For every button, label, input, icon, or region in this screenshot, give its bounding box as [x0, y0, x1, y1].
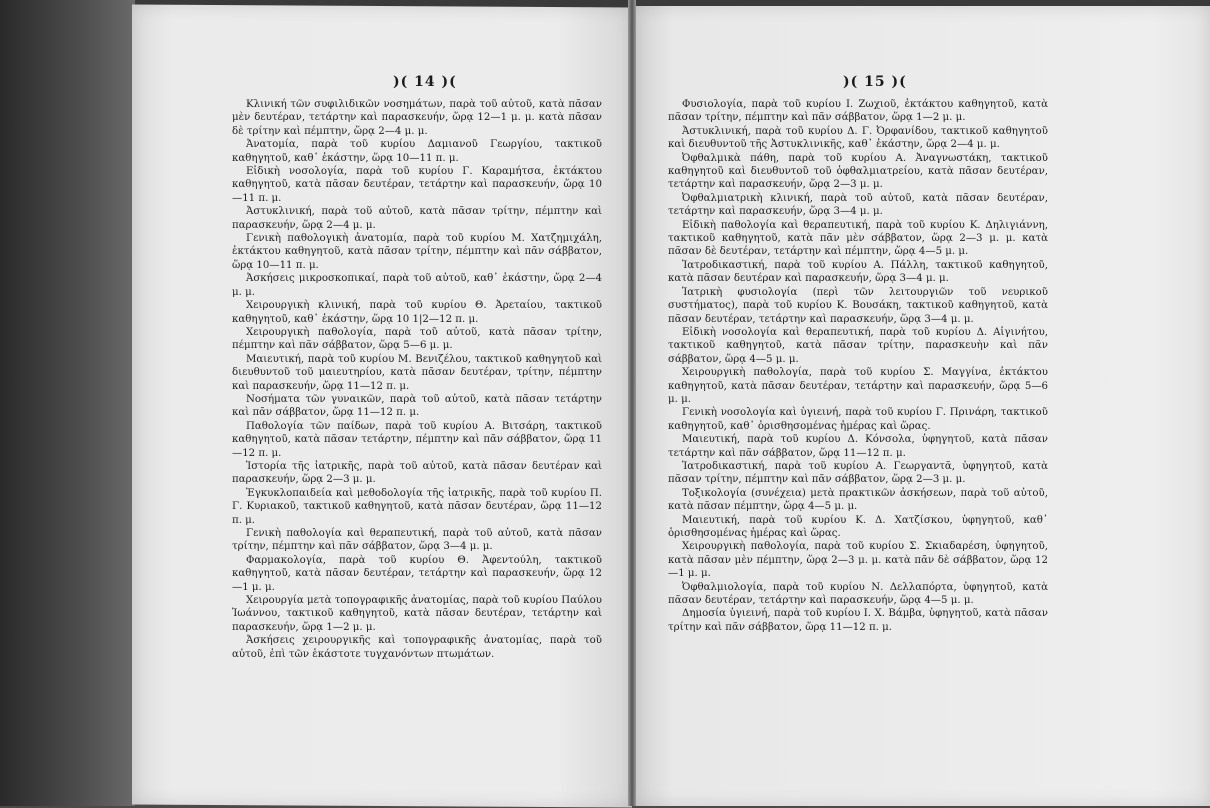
paragraph: Ὀφθαλμικὰ πάθη, παρὰ τοῦ κυρίου Α. Ἀναγνωστάκη, τακτικοῦ καθηγητοῦ καὶ διευθυντοῦ τοῦ ὀφθαλμιατρείου, κατὰ πᾶσαν δευτέραν, τετάρτην καὶ παρασκευήν, ὥρᾳ 2—3 μ. μ. [668, 152, 1048, 191]
right-page-text [668, 98, 1048, 634]
paragraph: Ἀστυκλινική, παρὰ τοῦ κυρίου Δ. Γ. Ὀρφανίδου, τακτικοῦ καθηγητοῦ καὶ διευθυντοῦ τῆς Ἀστυκλινικῆς, καθ᾽ ἑκάστην, ὥρᾳ 2—4 μ. μ. [668, 125, 1048, 151]
paragraph: Χειρουργία μετὰ τοπογραφικῆς ἀνατομίας, παρὰ τοῦ κυρίου Παύλου Ἰωάννου, τακτικοῦ καθηγητοῦ, κατὰ πᾶσαν δευτέραν, τετάρτην καὶ παρασκευήν, ὥρᾳ 1—2 μ. μ. [232, 595, 602, 633]
paragraph: Γενικὴ παθολογία καὶ θεραπευτική, παρὰ τοῦ αὐτοῦ, κατὰ πᾶσαν τρίτην, πέμπτην καὶ πᾶν σάββατον, ὥρᾳ 3—4 μ. μ. [232, 528, 602, 553]
paragraph: Ἰατρικὴ φυσιολογία (περὶ τῶν λειτουργιῶν τοῦ νευρικοῦ συστήματος), παρὰ τοῦ κυρίου Κ. Βουσάκη, τακτικοῦ καθηγητοῦ, κατὰ πᾶσαν δευτέραν, τετάρτην καὶ παρασκευήν, ὥρᾳ 3—4 μ. μ. [668, 286, 1048, 325]
paragraph: Φαρμακολογία, παρὰ τοῦ κυρίου Θ. Ἀφεντούλη, τακτικοῦ καθηγητοῦ, κατὰ πᾶσαν δευτέραν, τετάρτην καὶ παρασκευήν, ὥρᾳ 12—1 μ. μ. [232, 554, 602, 593]
paragraph: Δημοσία ὑγιεινή, παρὰ τοῦ κυρίου Ι. Χ. Βάμβα, ὑφηγητοῦ, κατὰ πᾶσαν τρίτην καὶ πᾶν σάββατον, ὥρᾳ 11—12 π. μ. [668, 608, 1048, 633]
left-page-text [232, 98, 602, 661]
book-gutter [628, 0, 636, 806]
paragraph: Ἀσκήσεις μικροσκοπικαί, παρὰ τοῦ αὐτοῦ, καθ᾽ ἑκάστην, ὥρᾳ 2—4 μ. μ. [232, 273, 602, 298]
paragraph: Κλινική τῶν συφιλιδικῶν νοσημάτων, παρὰ τοῦ αὐτοῦ, κατὰ πᾶσαν μὲν δευτέραν, τετάρτην καὶ παρασκευήν, ὥρᾳ 12—1 μ. μ. κατὰ πᾶσαν δὲ τρίτην καὶ πέμπτην, ὥρᾳ 2—4 μ. μ. [232, 99, 602, 137]
paragraph: Παθολογία τῶν παίδων, παρὰ τοῦ κυρίου Α. Βιτσάρη, τακτικοῦ καθηγητοῦ, κατὰ πᾶσαν τετάρτην, πέμπτην καὶ πᾶν σάββατον, ὥρᾳ 11—12 π. μ. [232, 420, 602, 459]
paragraph: Ἐγκυκλοπαιδεία καὶ μεθοδολογία τῆς ἰατρικῆς, παρὰ τοῦ κυρίου Π. Γ. Κυριακοῦ, τακτικοῦ καθηγητοῦ, κατὰ πᾶσαν δευτέραν, ὥρᾳ 11—12 π. μ. [232, 487, 602, 526]
paragraph: Χειρουργικὴ παθολογία, παρὰ τοῦ αὐτοῦ, κατὰ πᾶσαν τρίτην, πέμπτην καὶ πᾶν σάββατον, ὥρᾳ 5—6 μ. μ. [232, 326, 602, 352]
paragraph: Ἰατροδικαστική, παρὰ τοῦ κυρίου Α. Πάλλη, τακτικοῦ καθηγητοῦ, κατὰ πᾶσαν δευτέραν καὶ παρασκευήν, ὥρᾳ 3—4 μ. μ. [668, 259, 1048, 285]
paragraph: Τοξικολογία (συνέχεια) μετὰ πρακτικῶν ἀσκήσεων, παρὰ τοῦ αὐτοῦ, κατὰ πᾶσαν πέμπτην, ὥρᾳ 4—5 μ. μ. [668, 487, 1048, 513]
paragraph: Ἀστυκλινική, παρὰ τοῦ αὐτοῦ, κατὰ πᾶσαν τρίτην, πέμπτην καὶ παρασκευήν, ὥρᾳ 2—4 μ. μ. [232, 206, 602, 231]
right-page-number: )( 15 )( [843, 74, 907, 90]
paragraph: Ἀσκήσεις χειρουργικῆς καὶ τοπογραφικῆς ἀνατομίας, παρὰ τοῦ αὐτοῦ, ἐπὶ τῶν ἑκάστοτε τυγχανόντων πτωμάτων. [232, 635, 602, 660]
paragraph: Εἰδικὴ νοσολογία, παρὰ τοῦ κυρίου Γ. Καραμήτσα, ἐκτάκτου καθηγητοῦ, κατὰ πᾶσαν δευτέραν, τετάρτην καὶ παρασκευήν, ὥρᾳ 10—11 π. μ. [232, 166, 602, 204]
paragraph: Εἰδικὴ νοσολογία καὶ θεραπευτική, παρὰ τοῦ κυρίου Δ. Αἰγινήτου, τακτικοῦ καθηγητοῦ, κατὰ πᾶσαν τρίτην, παρασκευὴν καὶ πᾶν σάββατον, ὥρᾳ 4—5 μ. μ. [668, 326, 1048, 365]
paragraph: Ὀφθαλμιατρικὴ κλινική, παρὰ τοῦ αὐτοῦ, κατὰ πᾶσαν δευτέραν, τετάρτην καὶ παρασκευήν, ὥρᾳ 3—4 μ. μ. [668, 192, 1048, 218]
paragraph: Ὀφθαλμιολογία, παρὰ τοῦ κυρίου Ν. Δελλαπόρτα, ὑφηγητοῦ, κατὰ πᾶσαν δευτέραν, τετάρτην καὶ παρασκευήν, ὥρᾳ 4—5 μ. μ. [668, 581, 1048, 607]
paragraph: Μαιευτική, παρὰ τοῦ κυρίου Κ. Δ. Χατζίσκου, ὑφηγητοῦ, καθ᾽ ὁρισθησομένας ἡμέρας καὶ ὥρας. [668, 514, 1048, 539]
paragraph: Ἀνατομία, παρὰ τοῦ κυρίου Δαμιανοῦ Γεωργίου, τακτικοῦ καθηγητοῦ, καθ᾽ ἑκάστην, ὥρᾳ 10—11 π. μ. [232, 139, 602, 164]
paragraph: Ἰατροδικαστική, παρὰ τοῦ κυρίου Α. Γεωργαντᾶ, ὑφηγητοῦ, κατὰ πᾶσαν τρίτην, πέμπτην καὶ πᾶν σάββατον, ὥρᾳ 2—3 μ. μ. [668, 460, 1048, 486]
left-page-number: )( 14 )( [393, 74, 457, 90]
paragraph: Χειρουργικὴ κλινική, παρὰ τοῦ κυρίου Θ. Ἀρεταίου, τακτικοῦ καθηγητοῦ, καθ᾽ ἑκάστην, ὥρᾳ 10 1|2—12 π. μ. [232, 300, 602, 325]
scan-background-left [0, 0, 135, 806]
paragraph: Χειρουργικὴ παθολογία, παρὰ τοῦ κυρίου Σ. Μαγγίνα, ἐκτάκτου καθηγητοῦ, κατὰ πᾶσαν δευτέραν, τετάρτην καὶ παρασκευήν, ὥρᾳ 5—6 μ. μ. [668, 367, 1048, 405]
paragraph: Γενικὴ νοσολογία καὶ ὑγιεινή, παρὰ τοῦ κυρίου Γ. Πρινάρη, τακτικοῦ καθηγητοῦ, καθ᾽ ὁρισθησομένας ἡμέρας καὶ ὥρας. [668, 407, 1048, 432]
paragraph: Ἱστορία τῆς ἰατρικῆς, παρὰ τοῦ αὐτοῦ, κατὰ πᾶσαν δευτέραν καὶ παρασκευήν, ὥρᾳ 2—3 μ. μ. [232, 460, 602, 486]
paragraph: Μαιευτική, παρὰ τοῦ κυρίου Μ. Βενιζέλου, τακτικοῦ καθηγητοῦ καὶ διευθυντοῦ τοῦ μαιευτηρίου, κατὰ πᾶσαν δευτέραν, τρίτην, πέμπτην καὶ παρασκευήν, ὥρᾳ 11—12 π. μ. [232, 353, 602, 392]
paragraph: Νοσήματα τῶν γυναικῶν, παρὰ τοῦ αὐτοῦ, κατὰ πᾶσαν τετάρτην καὶ πᾶν σάββατον, ὥρᾳ 11—12 π. μ. [232, 393, 602, 419]
paragraph: Φυσιολογία, παρὰ τοῦ κυρίου Ι. Ζωχιοῦ, ἐκτάκτου καθηγητοῦ, κατὰ πᾶσαν τρίτην, πέμπτην καὶ πᾶν σάββατον, ὥρᾳ 1—2 μ. μ. [668, 99, 1048, 124]
paragraph: Μαιευτική, παρὰ τοῦ κυρίου Δ. Κόνσολα, ὑφηγητοῦ, κατὰ πᾶσαν τετάρτην καὶ πᾶν σάββατον, ὥρᾳ 11—12 π. μ. [668, 434, 1048, 459]
paragraph: Εἰδικὴ παθολογία καὶ θεραπευτική, παρὰ τοῦ κυρίου Κ. Δηλιγιάννη, τακτικοῦ καθηγητοῦ, κατὰ πᾶν μὲν σάββατον, ὥρᾳ 2—3 μ. μ. κατὰ πᾶσαν δὲ δευτέραν, τετάρτην καὶ πέμπτην, ὥρᾳ 4—5 μ. μ. [668, 219, 1048, 258]
paragraph: Γενικὴ παθολογικὴ ἀνατομία, παρὰ τοῦ κυρίου Μ. Χατζημιχάλη, ἐκτάκτου καθηγητοῦ, κατὰ πᾶσαν τρίτην, πέμπτην καὶ πᾶν σάββατον, ὥρᾳ 10—11 π. μ. [232, 233, 602, 271]
paragraph: Χειρουργικὴ παθολογία, παρὰ τοῦ κυρίου Σ. Σκιαδαρέση, ὑφηγητοῦ, κατὰ πᾶσαν μὲν πέμπτην, ὥρᾳ 2—3 μ. μ. κατὰ πᾶν δὲ σάββατον, ὥρᾳ 12—1 μ. μ. [668, 541, 1048, 580]
